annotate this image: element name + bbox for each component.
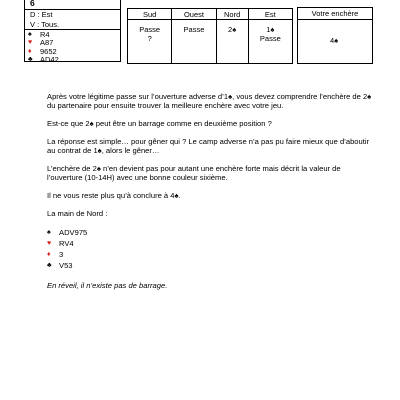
paragraph: Il ne vous reste plus qu’à conclure à 4♠. — [47, 191, 181, 201]
vulnerability-label: V : Tous. — [30, 19, 60, 29]
club-icon: ♣ — [28, 56, 33, 63]
diamond-icon: ♦ — [28, 47, 32, 55]
north-row-club — [47, 260, 373, 271]
bid-text: 2♠ — [228, 25, 237, 34]
paragraph: Après votre légitime passe sur l’ouverture adverse d’1♠, vous devez comprendre l’enchère de 2♠ du partenaire pour ensuite trouver la meilleure enchère avec votre jeu. — [47, 92, 372, 111]
footer-note: En réveil, il n’existe pas de barrage. — [47, 280, 168, 290]
deal-box — [24, 0, 121, 62]
answer-box — [297, 7, 373, 64]
bid-cell-sud — [128, 20, 172, 64]
hand-row-club — [28, 56, 59, 65]
answer-title: Votre enchère — [298, 8, 372, 20]
north-row-spade — [47, 227, 373, 238]
north-row-diamond — [47, 249, 373, 260]
header-sud: Sud — [128, 9, 172, 20]
bid-cell-ouest — [172, 20, 216, 64]
club-icon: ♣ — [47, 261, 52, 269]
deal-number: 6 — [30, 0, 35, 8]
cards-club: V53 — [59, 260, 73, 270]
cards-spade: ADV975 — [59, 227, 88, 237]
north-hand — [47, 227, 373, 271]
bid-text: Passe — [259, 34, 281, 43]
bidding-table — [127, 8, 293, 64]
dealer-label: D : Est — [30, 10, 53, 19]
explanation-text — [47, 92, 373, 298]
cards-heart: RV4 — [59, 238, 74, 248]
cards-club: AD42 — [40, 55, 59, 64]
cards-diamond: 3 — [59, 249, 64, 259]
paragraph: Est-ce que 2♠ peut être un barrage comme en deuxième position ? — [47, 119, 272, 129]
deal-meta — [30, 10, 59, 29]
bidding-header-row — [128, 9, 293, 20]
bid-text: 1♠ — [266, 25, 275, 34]
paragraph: L’enchère de 2♠ n’en devient pas pour autant une enchère forte mais décrit la valeur de l’ouverture (10-14H) avec une bonne couleur sixième. — [47, 163, 341, 183]
bid-text: Passe — [139, 25, 161, 34]
paragraph: La réponse est simple… pour gêner qui ? Le camp adverse n’a pas pu faire mieux que d’aboutir au contrat de 1♠, alors le gêner… — [47, 136, 370, 156]
cards-heart: A87 — [40, 38, 54, 47]
heart-icon: ♥ — [47, 239, 52, 247]
header-est: Est — [248, 9, 292, 20]
bidding-row — [128, 20, 293, 64]
bid-text: ? — [147, 34, 152, 43]
header-ouest: Ouest — [172, 9, 216, 20]
spade-icon: ♠ — [47, 228, 51, 236]
header-nord: Nord — [216, 9, 248, 20]
diamond-icon: ♦ — [47, 250, 51, 258]
answer-bid: 4♠ — [330, 36, 339, 45]
bid-cell-nord — [216, 20, 248, 64]
bid-text: Passe — [183, 25, 205, 34]
north-row-heart — [47, 238, 373, 249]
north-hand-title: La main de Nord : — [47, 208, 108, 218]
south-hand — [28, 30, 59, 64]
cards-spade: R4 — [40, 29, 50, 39]
spade-icon: ♠ — [28, 30, 32, 38]
bid-cell-est — [248, 20, 292, 64]
cards-diamond: 9652 — [40, 46, 57, 56]
heart-icon: ♥ — [28, 39, 33, 46]
